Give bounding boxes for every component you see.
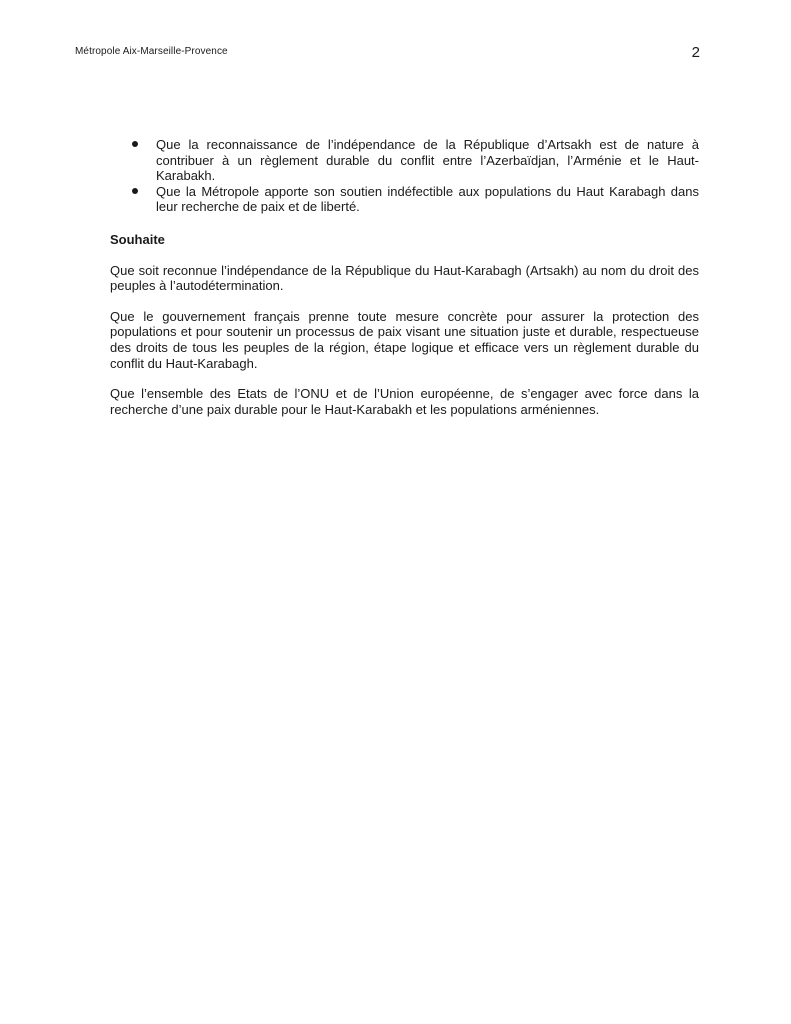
list-item	[156, 184, 699, 215]
section-heading: Souhaite	[110, 231, 165, 247]
header-organization: Métropole Aix-Marseille-Provence	[75, 46, 228, 57]
document-body	[110, 137, 699, 417]
paragraph: Que l’ensemble des Etats de l’ONU et de l’Union européenne, de s’engager avec force dans la recherche d’une paix durable pour le Haut-Karabakh et les populations arméniennes.	[110, 386, 699, 417]
list-item-text: Que la Métropole apporte son soutien indéfectible aux populations du Haut Karabagh dans leur recherche de paix et de liberté.	[156, 183, 699, 215]
bullet-icon	[132, 141, 138, 147]
bullet-list	[110, 137, 699, 215]
list-item	[156, 137, 699, 184]
paragraph: Que le gouvernement français prenne toute mesure concrète pour assurer la protection des populations et pour soutenir un processus de paix visant une situation juste et durable, respectueuse des droits de tous les peuples de la région, étape logique et efficace vers un règlement durable du conflit du Haut-Karabagh.	[110, 308, 699, 371]
bullet-icon	[132, 188, 138, 194]
list-item-text: Que la reconnaissance de l’indépendance de la République d’Artsakh est de nature à contribuer à un règlement durable du conflit entre l’Azerbaïdjan, l’Arménie et le Haut-Karabakh.	[156, 137, 699, 184]
paragraph: Que soit reconnue l’indépendance de la République du Haut-Karabagh (Artsakh) au nom du droit des peuples à l’autodétermination.	[110, 262, 699, 294]
page-number: 2	[691, 44, 700, 61]
